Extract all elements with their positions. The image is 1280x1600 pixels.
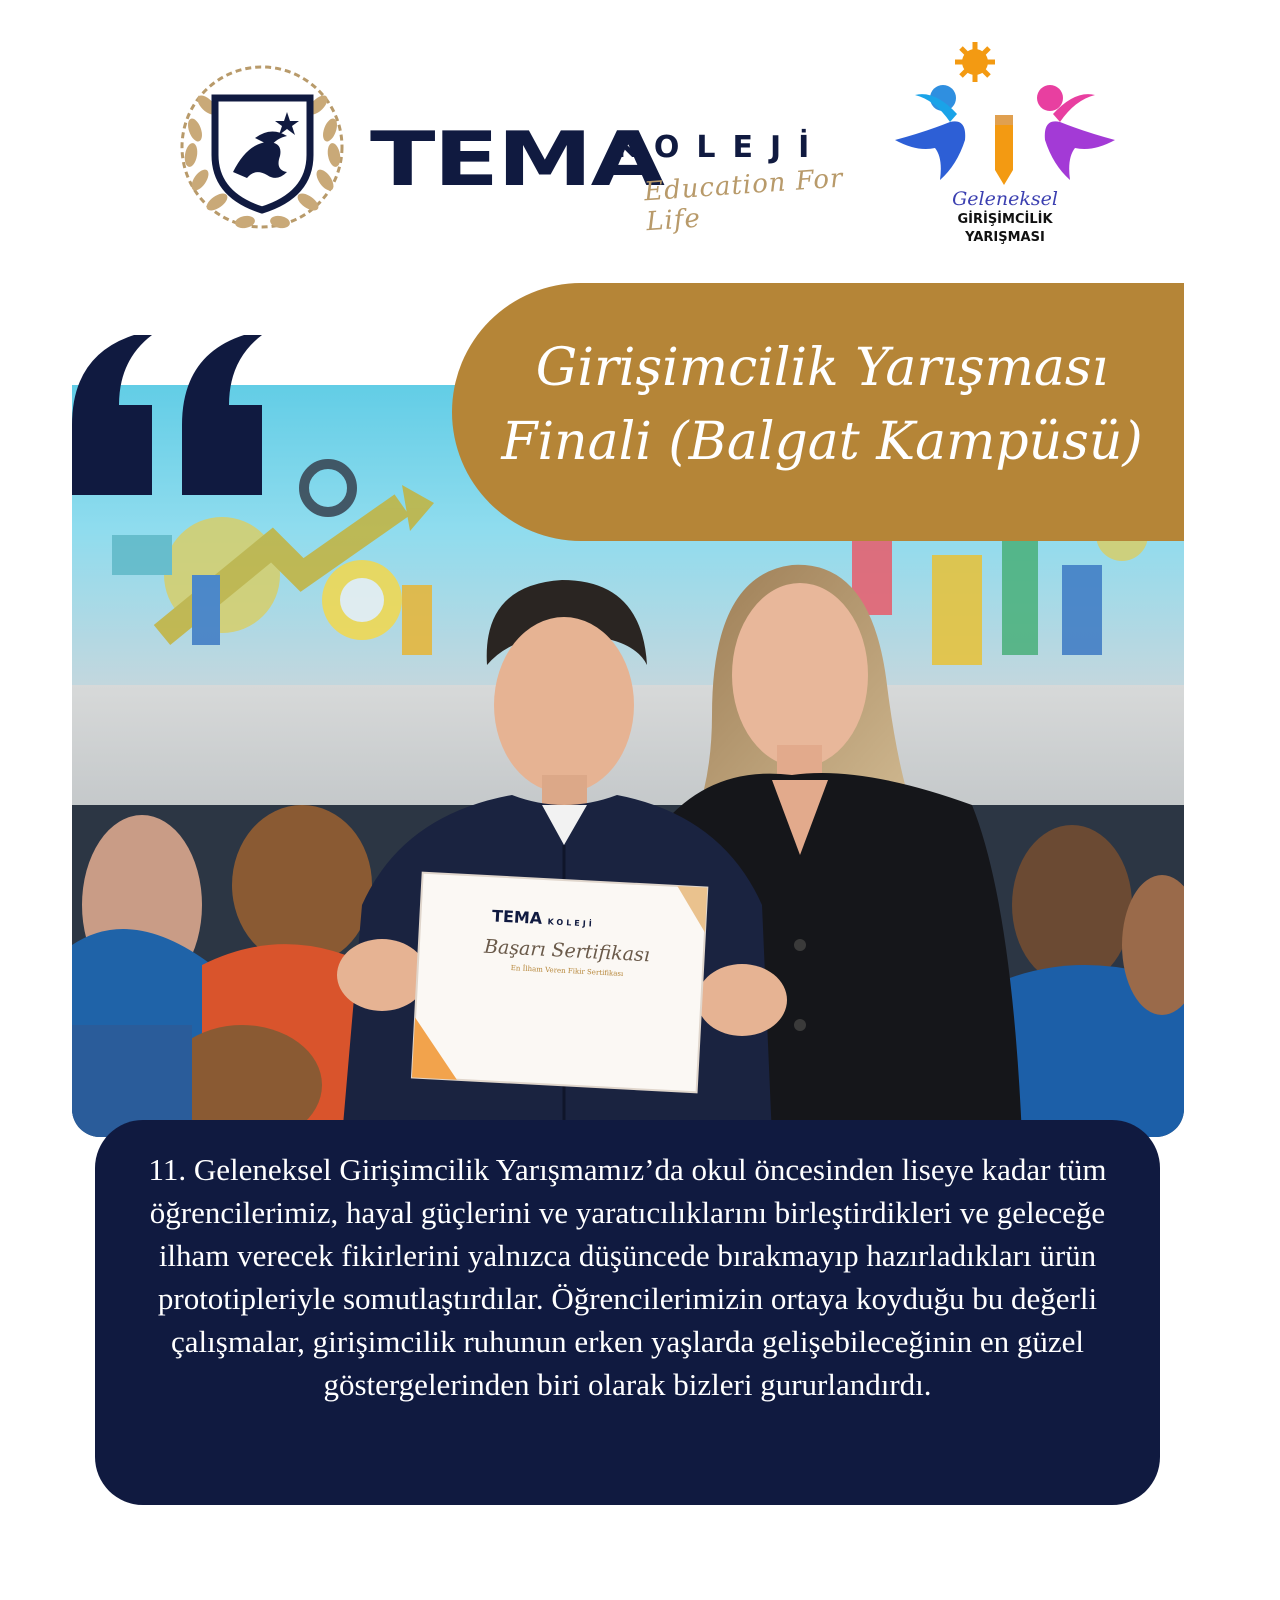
banner-title (472, 331, 1172, 479)
certificate-subtitle: En İlham Veren Fikir Sertifikası (510, 964, 624, 978)
school-logo (175, 60, 855, 238)
brand-wordmark: TEMA (370, 115, 663, 204)
description-text: 11. Geleneksel Girişimcilik Yarışmamız’da okul öncesinden liseye kadar tüm öğrencilerimiz, hayal güçlerini ve yaratıcılıklarını birleştirdikleri ve geleceğe ilham verecek fikirlerini yalnızca düşüncede bırakmayıp hazırladıkları ürün prototipleriyle somutlaştırdılar. Öğrencilerimizin ortaya koyduğu bu değerli çalışmalar, girişimcilik ruhunun erken yaşlarda gelişebileceğinin en güzel göstergelerinden biri olarak bizleri gururlandırdı. (148, 1152, 1107, 1402)
opening-quote-icon (64, 330, 284, 500)
description-panel (95, 1120, 1160, 1505)
brand-tagline: Education For Life (643, 163, 845, 238)
banner-title-line1: Girişimcilik Yarışması (535, 338, 1109, 398)
shield-crest-icon (175, 60, 350, 235)
title-banner (452, 283, 1184, 541)
brand-suffix: KOLEJİ (615, 130, 827, 165)
banner-title-line2: Finali (Balgat Kampüsü) (501, 412, 1143, 472)
competition-logo-line3: YARIŞMASI (965, 230, 1045, 245)
certificate-title: Başarı Sertifikası (483, 935, 651, 967)
competition-logo-icon (895, 40, 1115, 190)
competition-logo (895, 40, 1115, 255)
competition-logo-line2: GİRİŞİMCİLİK (957, 212, 1053, 227)
competition-logo-line1: Geleneksel (952, 188, 1058, 210)
certificate-brand-word: TEMA (491, 906, 543, 928)
certificate-brand-suffix: KOLEJİ (547, 917, 595, 929)
